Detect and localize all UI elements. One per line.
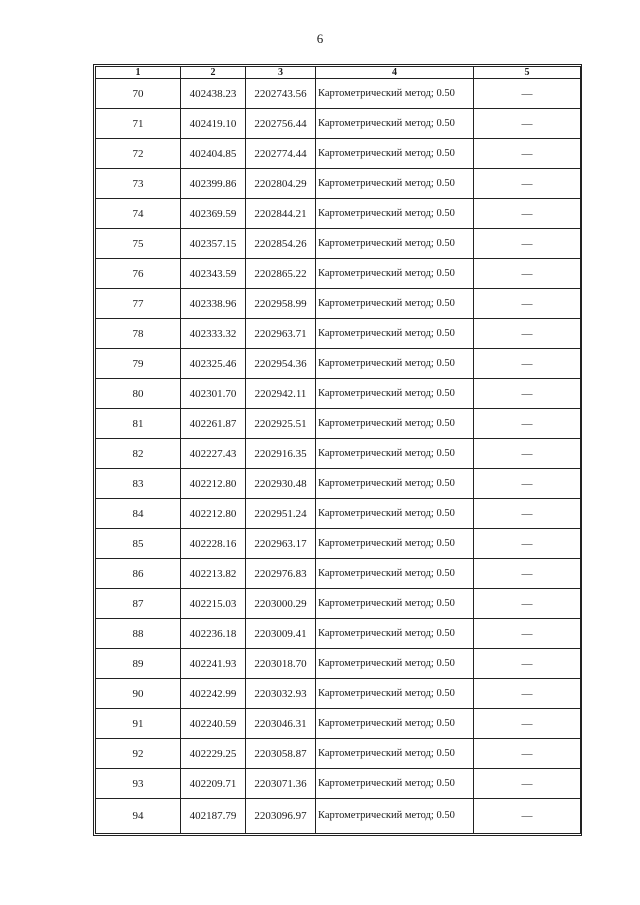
y-coordinate-cell: 2202958.99 [246, 289, 316, 319]
x-coordinate-cell: 402209.71 [181, 769, 246, 799]
y-coordinate-cell: 2202743.56 [246, 79, 316, 109]
x-coordinate-cell: 402338.96 [181, 289, 246, 319]
method-cell: Картометрический метод; 0.50 [316, 559, 474, 589]
table-row [96, 139, 581, 169]
method-cell: Картометрический метод; 0.50 [316, 469, 474, 499]
note-cell: — [474, 499, 581, 529]
note-cell: — [474, 139, 581, 169]
method-cell: Картометрический метод; 0.50 [316, 109, 474, 139]
note-cell: — [474, 289, 581, 319]
note-cell: — [474, 409, 581, 439]
y-coordinate-cell: 2203096.97 [246, 799, 316, 834]
y-coordinate-cell: 2202916.35 [246, 439, 316, 469]
table-row [96, 709, 581, 739]
method-cell: Картометрический метод; 0.50 [316, 529, 474, 559]
point-number-cell: 85 [96, 529, 181, 559]
table-row [96, 799, 581, 834]
note-cell: — [474, 589, 581, 619]
note-cell: — [474, 799, 581, 834]
method-cell: Картометрический метод; 0.50 [316, 769, 474, 799]
table-row [96, 469, 581, 499]
y-coordinate-cell: 2202954.36 [246, 349, 316, 379]
table-row [96, 79, 581, 109]
note-cell: — [474, 349, 581, 379]
x-coordinate-cell: 402228.16 [181, 529, 246, 559]
table-row [96, 619, 581, 649]
x-coordinate-cell: 402369.59 [181, 199, 246, 229]
column-header-5: 5 [474, 67, 581, 79]
column-header-1: 1 [96, 67, 181, 79]
method-cell: Картометрический метод; 0.50 [316, 79, 474, 109]
y-coordinate-cell: 2203058.87 [246, 739, 316, 769]
table-row [96, 349, 581, 379]
method-cell: Картометрический метод; 0.50 [316, 649, 474, 679]
method-cell: Картометрический метод; 0.50 [316, 139, 474, 169]
method-cell: Картометрический метод; 0.50 [316, 199, 474, 229]
x-coordinate-cell: 402404.85 [181, 139, 246, 169]
table-row [96, 559, 581, 589]
method-cell: Картометрический метод; 0.50 [316, 709, 474, 739]
table-row [96, 169, 581, 199]
point-number-cell: 75 [96, 229, 181, 259]
x-coordinate-cell: 402212.80 [181, 499, 246, 529]
table-row [96, 319, 581, 349]
table-row [96, 409, 581, 439]
method-cell: Картометрический метод; 0.50 [316, 679, 474, 709]
point-number-cell: 74 [96, 199, 181, 229]
note-cell: — [474, 259, 581, 289]
method-cell: Картометрический метод; 0.50 [316, 289, 474, 319]
note-cell: — [474, 439, 581, 469]
x-coordinate-cell: 402399.86 [181, 169, 246, 199]
note-cell: — [474, 469, 581, 499]
table-row [96, 589, 581, 619]
point-number-cell: 93 [96, 769, 181, 799]
y-coordinate-cell: 2202854.26 [246, 229, 316, 259]
point-number-cell: 71 [96, 109, 181, 139]
page-number: 6 [316, 31, 324, 46]
table-row [96, 109, 581, 139]
method-cell: Картометрический метод; 0.50 [316, 799, 474, 834]
point-number-cell: 80 [96, 379, 181, 409]
method-cell: Картометрический метод; 0.50 [316, 259, 474, 289]
table-header-row [96, 67, 581, 79]
note-cell: — [474, 109, 581, 139]
point-number-cell: 70 [96, 79, 181, 109]
table-row [96, 259, 581, 289]
y-coordinate-cell: 2202865.22 [246, 259, 316, 289]
y-coordinate-cell: 2203046.31 [246, 709, 316, 739]
x-coordinate-cell: 402301.70 [181, 379, 246, 409]
table-row [96, 739, 581, 769]
point-number-cell: 82 [96, 439, 181, 469]
y-coordinate-cell: 2202925.51 [246, 409, 316, 439]
method-cell: Картометрический метод; 0.50 [316, 409, 474, 439]
point-number-cell: 91 [96, 709, 181, 739]
table-row [96, 289, 581, 319]
y-coordinate-cell: 2202942.11 [246, 379, 316, 409]
coordinates-table-frame [93, 64, 582, 836]
method-cell: Картометрический метод; 0.50 [316, 589, 474, 619]
point-number-cell: 90 [96, 679, 181, 709]
note-cell: — [474, 319, 581, 349]
table-row [96, 679, 581, 709]
x-coordinate-cell: 402419.10 [181, 109, 246, 139]
x-coordinate-cell: 402242.99 [181, 679, 246, 709]
y-coordinate-cell: 2202844.21 [246, 199, 316, 229]
x-coordinate-cell: 402212.80 [181, 469, 246, 499]
x-coordinate-cell: 402241.93 [181, 649, 246, 679]
x-coordinate-cell: 402240.59 [181, 709, 246, 739]
x-coordinate-cell: 402325.46 [181, 349, 246, 379]
point-number-cell: 79 [96, 349, 181, 379]
x-coordinate-cell: 402343.59 [181, 259, 246, 289]
note-cell: — [474, 709, 581, 739]
note-cell: — [474, 769, 581, 799]
method-cell: Картометрический метод; 0.50 [316, 619, 474, 649]
y-coordinate-cell: 2203071.36 [246, 769, 316, 799]
table-row [96, 529, 581, 559]
x-coordinate-cell: 402357.15 [181, 229, 246, 259]
note-cell: — [474, 649, 581, 679]
method-cell: Картометрический метод; 0.50 [316, 169, 474, 199]
table-row [96, 499, 581, 529]
column-header-3: 3 [246, 67, 316, 79]
point-number-cell: 86 [96, 559, 181, 589]
point-number-cell: 78 [96, 319, 181, 349]
method-cell: Картометрический метод; 0.50 [316, 229, 474, 259]
note-cell: — [474, 379, 581, 409]
table-body [96, 79, 581, 834]
x-coordinate-cell: 402333.32 [181, 319, 246, 349]
coordinates-table [95, 66, 581, 834]
y-coordinate-cell: 2202963.71 [246, 319, 316, 349]
y-coordinate-cell: 2202951.24 [246, 499, 316, 529]
x-coordinate-cell: 402438.23 [181, 79, 246, 109]
point-number-cell: 76 [96, 259, 181, 289]
y-coordinate-cell: 2202756.44 [246, 109, 316, 139]
point-number-cell: 72 [96, 139, 181, 169]
x-coordinate-cell: 402227.43 [181, 439, 246, 469]
x-coordinate-cell: 402236.18 [181, 619, 246, 649]
table-row [96, 229, 581, 259]
note-cell: — [474, 739, 581, 769]
note-cell: — [474, 79, 581, 109]
y-coordinate-cell: 2202963.17 [246, 529, 316, 559]
y-coordinate-cell: 2202774.44 [246, 139, 316, 169]
note-cell: — [474, 229, 581, 259]
x-coordinate-cell: 402261.87 [181, 409, 246, 439]
method-cell: Картометрический метод; 0.50 [316, 439, 474, 469]
y-coordinate-cell: 2203009.41 [246, 619, 316, 649]
point-number-cell: 89 [96, 649, 181, 679]
method-cell: Картометрический метод; 0.50 [316, 349, 474, 379]
note-cell: — [474, 169, 581, 199]
y-coordinate-cell: 2203032.93 [246, 679, 316, 709]
note-cell: — [474, 679, 581, 709]
point-number-cell: 77 [96, 289, 181, 319]
table-row [96, 769, 581, 799]
y-coordinate-cell: 2203000.29 [246, 589, 316, 619]
note-cell: — [474, 619, 581, 649]
point-number-cell: 84 [96, 499, 181, 529]
y-coordinate-cell: 2202976.83 [246, 559, 316, 589]
method-cell: Картометрический метод; 0.50 [316, 739, 474, 769]
table-row [96, 649, 581, 679]
y-coordinate-cell: 2203018.70 [246, 649, 316, 679]
method-cell: Картометрический метод; 0.50 [316, 499, 474, 529]
column-header-2: 2 [181, 67, 246, 79]
point-number-cell: 81 [96, 409, 181, 439]
x-coordinate-cell: 402229.25 [181, 739, 246, 769]
point-number-cell: 94 [96, 799, 181, 834]
method-cell: Картометрический метод; 0.50 [316, 379, 474, 409]
y-coordinate-cell: 2202930.48 [246, 469, 316, 499]
note-cell: — [474, 529, 581, 559]
note-cell: — [474, 199, 581, 229]
column-header-4: 4 [316, 67, 474, 79]
x-coordinate-cell: 402215.03 [181, 589, 246, 619]
point-number-cell: 83 [96, 469, 181, 499]
point-number-cell: 92 [96, 739, 181, 769]
note-cell: — [474, 559, 581, 589]
table-row [96, 199, 581, 229]
table-row [96, 379, 581, 409]
y-coordinate-cell: 2202804.29 [246, 169, 316, 199]
table-row [96, 439, 581, 469]
point-number-cell: 73 [96, 169, 181, 199]
point-number-cell: 87 [96, 589, 181, 619]
point-number-cell: 88 [96, 619, 181, 649]
x-coordinate-cell: 402213.82 [181, 559, 246, 589]
method-cell: Картометрический метод; 0.50 [316, 319, 474, 349]
x-coordinate-cell: 402187.79 [181, 799, 246, 834]
